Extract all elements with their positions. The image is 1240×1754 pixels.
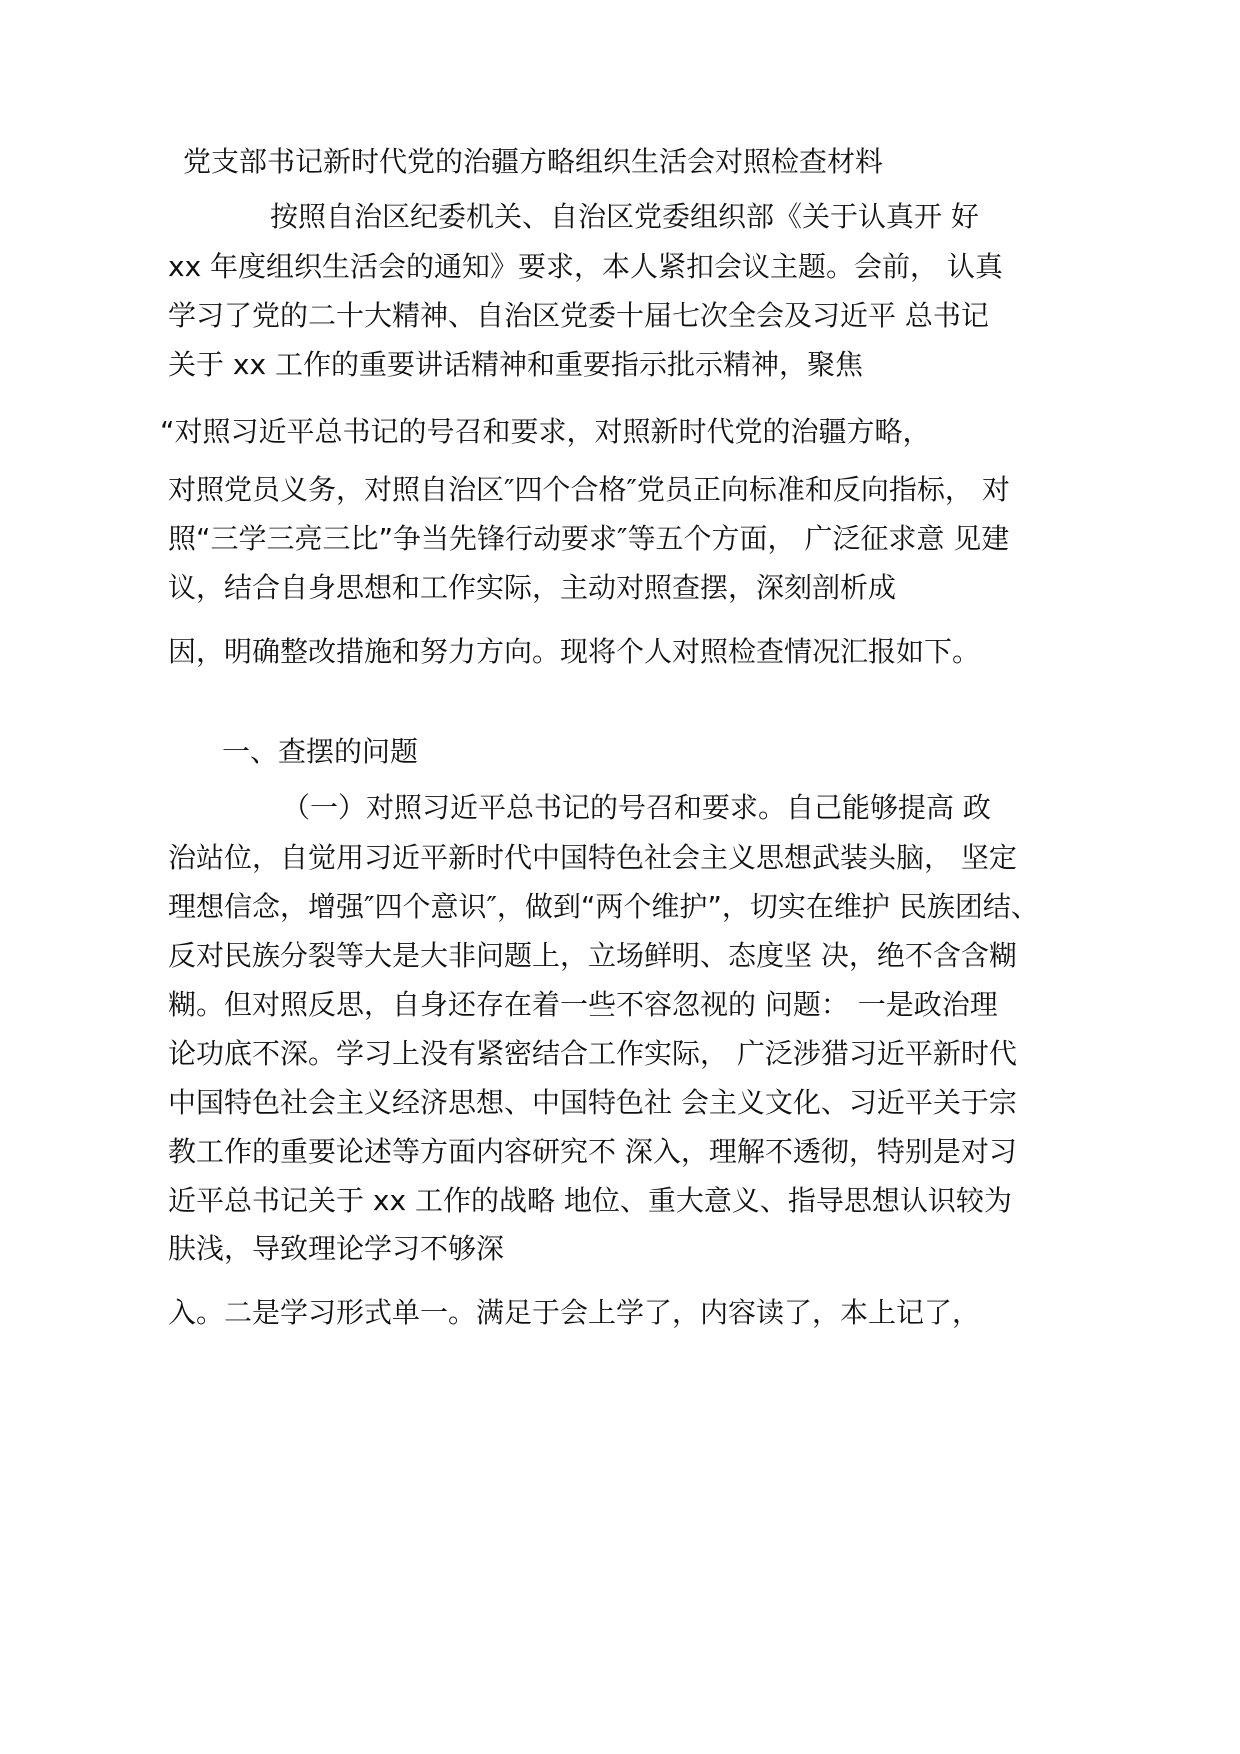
- section-line-8: 教工作的重要论述等方面内容研究不 深入，理解不透彻，特别是对习: [168, 1135, 1017, 1168]
- intro-line-4: 关于 xx 工作的重要讲话精神和重要指示批示精神，聚焦: [168, 348, 863, 381]
- section-line-4: 反对民族分裂等大是大非问题上，立场鲜明、态度坚 决，绝不含含糊: [168, 939, 1017, 972]
- section-line-6: 论功底不深。学习上没有紧密结合工作实际， 广泛涉猎习近平新时代: [168, 1037, 1017, 1070]
- section-line-5: 糊。但对照反思，自身还存在着一些不容忽视的 问题： 一是政治理: [168, 988, 998, 1021]
- intro-line-7: 照“三学三亮三比”争当先锋行动要求″等五个方面， 广泛征求意 见建: [168, 522, 1010, 555]
- intro-line-9: 因，明确整改措施和努力方向。现将个人对照检查情况汇报如下。: [168, 635, 981, 668]
- intro-line-2: xx 年度组织生活会的通知》要求，本人紧扣会议主题。会前， 认真: [168, 250, 1003, 283]
- intro-line-3: 学习了党的二十大精神、自治区党委十届七次全会及习近平 总书记: [168, 299, 989, 332]
- intro-line-5: “对照习近平总书记的号召和要求，对照新时代党的治疆方略，: [160, 415, 931, 448]
- section-line-1: （一）对照习近平总书记的号召和要求。自己能够提高 政: [282, 791, 991, 824]
- intro-line-8: 议，结合自身思想和工作实际，主动对照查摆，深刻剖析成: [168, 571, 897, 604]
- section-heading: 一、查摆的问题: [222, 735, 419, 768]
- section-line-9: 近平总书记关于 xx 工作的战略 地位、重大意义、指导思想认识较为: [168, 1184, 1012, 1217]
- section-line-2: 治站位，自觉用习近平新时代中国特色社会主义思想武装头脑， 坚定: [168, 841, 1017, 874]
- document-title: 党支部书记新时代党的治疆方略组织生活会对照检查材料: [183, 145, 884, 178]
- section-line-10: 肤浅，导致理论学习不够深: [168, 1232, 505, 1265]
- section-line-3: 理想信念，增强″四个意识″，做到“两个维护”，切实在维护 民族团结、: [168, 890, 1039, 923]
- intro-line-1: 按照自治区纪委机关、自治区党委组织部《关于认真开 好: [270, 200, 979, 233]
- intro-line-6: 对照党员义务，对照自治区″四个合格″党员正向标准和反向指标， 对: [168, 473, 1010, 506]
- section-line-7: 中国特色社会主义经济思想、中国特色社 会主义文化、习近平关于宗: [168, 1086, 1017, 1119]
- section-line-11: 入。二是学习形式单一。满足于会上学了，内容读了，本上记了，: [168, 1296, 981, 1329]
